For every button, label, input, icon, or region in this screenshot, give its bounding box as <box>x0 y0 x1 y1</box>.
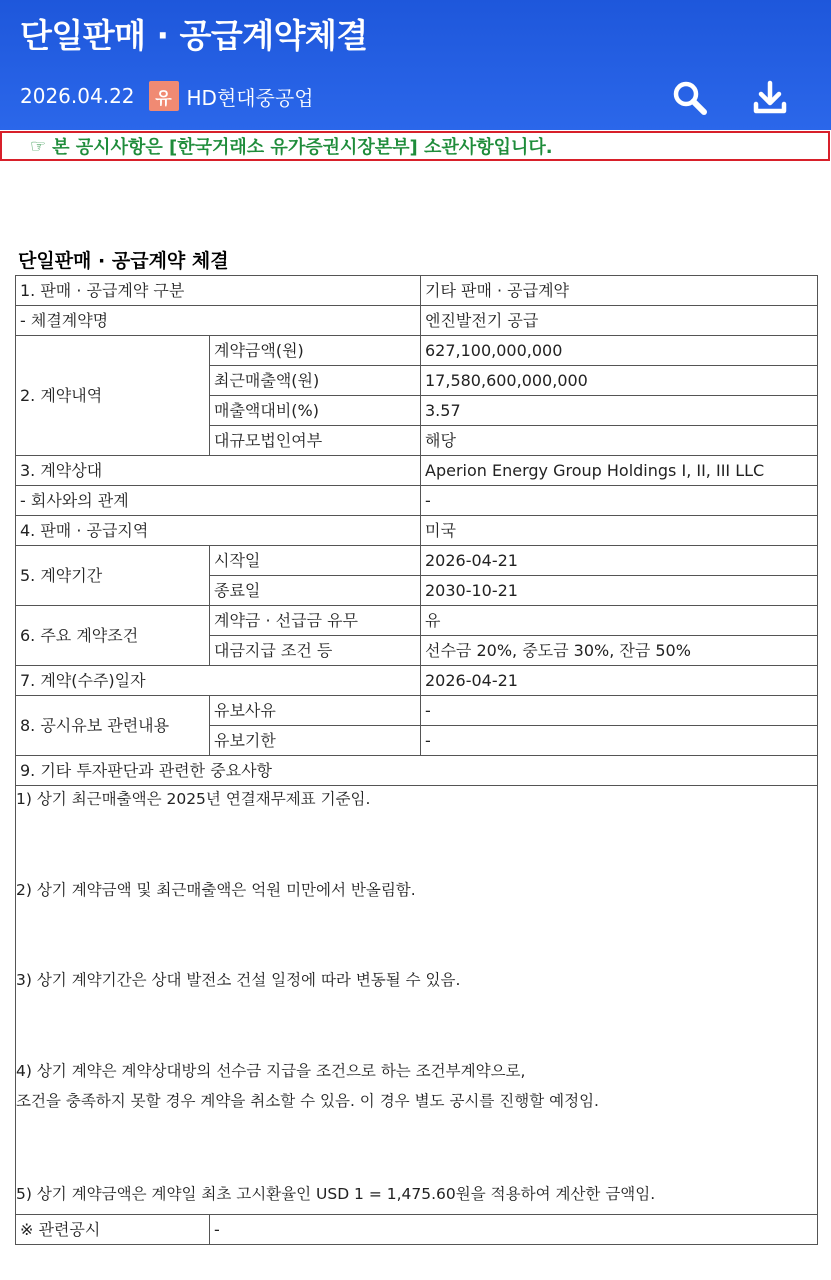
sub-label: 대규모법인여부 <box>210 426 421 456</box>
row-value: 2026-04-21 <box>421 546 818 576</box>
table-row <box>16 456 818 486</box>
page-title: 단일판매 · 공급계약체결 <box>20 16 368 55</box>
row-value: 3.57 <box>421 396 818 426</box>
table-row <box>16 276 818 306</box>
search-icon <box>670 78 710 118</box>
pointing-hand-icon: ☞ <box>30 135 47 157</box>
row-label: 8. 공시유보 관련내용 <box>16 696 210 756</box>
disclosure-date: 2026.04.22 <box>20 84 135 108</box>
row-label: 6. 주요 계약조건 <box>16 606 210 666</box>
search-button[interactable] <box>670 78 710 118</box>
note-4: 4) 상기 계약은 계약상대방의 선수금 지급을 조건으로 하는 조건부계약으로, <box>16 1062 526 1080</box>
row-label: 9. 기타 투자판단과 관련한 중요사항 <box>16 756 818 786</box>
row-label: - 체결계약명 <box>16 306 421 336</box>
note-5: 5) 상기 계약금액은 계약일 최초 고시환율인 USD 1 = 1,475.60원을 적용하여 계산한 금액임. <box>16 1185 656 1203</box>
row-label: 3. 계약상대 <box>16 456 421 486</box>
download-icon <box>750 78 790 118</box>
row-value: 2030-10-21 <box>421 576 818 606</box>
row-value: 선수금 20%, 중도금 30%, 잔금 50% <box>421 636 818 666</box>
row-value: 2026-04-21 <box>421 666 818 696</box>
table-row <box>16 606 818 636</box>
sub-label: 대금지급 조건 등 <box>210 636 421 666</box>
row-value: 유 <box>421 606 818 636</box>
row-label: ※ 관련공시 <box>16 1215 210 1245</box>
row-label: - 회사와의 관계 <box>16 486 421 516</box>
notes-cell <box>16 786 818 1215</box>
note-3: 3) 상기 계약기간은 상대 발전소 건설 일정에 따라 변동될 수 있음. <box>16 971 461 989</box>
app-header <box>0 0 831 130</box>
row-value: 17,580,600,000,000 <box>421 366 818 396</box>
table-row <box>16 786 818 1215</box>
table-row <box>16 666 818 696</box>
table-row <box>16 336 818 366</box>
sub-label: 시작일 <box>210 546 421 576</box>
market-badge: 유 <box>149 81 179 111</box>
sub-label: 매출액대비(%) <box>210 396 421 426</box>
row-value: 미국 <box>421 516 818 546</box>
sub-label: 종료일 <box>210 576 421 606</box>
company-name[interactable]: HD현대중공업 <box>186 85 314 110</box>
table-row <box>16 696 818 726</box>
row-value: Aperion Energy Group Holdings I, II, III LLC <box>421 456 818 486</box>
row-label: 4. 판매 · 공급지역 <box>16 516 421 546</box>
table-row <box>16 1215 818 1245</box>
row-value: - <box>421 696 818 726</box>
disclosure-table <box>15 275 818 1245</box>
row-label: 5. 계약기간 <box>16 546 210 606</box>
download-button[interactable] <box>750 78 790 118</box>
table-row <box>16 306 818 336</box>
table-row <box>16 516 818 546</box>
row-label: 7. 계약(수주)일자 <box>16 666 421 696</box>
jurisdiction-notice <box>0 131 830 161</box>
sub-label: 유보기한 <box>210 726 421 756</box>
row-value: 해당 <box>421 426 818 456</box>
row-label: 2. 계약내역 <box>16 336 210 456</box>
row-value: - <box>421 726 818 756</box>
row-value: - <box>421 486 818 516</box>
disclosure-meta <box>20 80 314 112</box>
note-4-continued: 조건을 충족하지 못할 경우 계약을 취소할 수 있음. 이 경우 별도 공시를 진행할 예정임. <box>16 1092 599 1110</box>
note-2: 2) 상기 계약금액 및 최근매출액은 억원 미만에서 반올림함. <box>16 881 416 899</box>
sub-label: 계약금액(원) <box>210 336 421 366</box>
row-value: 기타 판매 · 공급계약 <box>421 276 818 306</box>
table-row <box>16 756 818 786</box>
row-label: 1. 판매 · 공급계약 구분 <box>16 276 421 306</box>
table-row <box>16 486 818 516</box>
table-row <box>16 546 818 576</box>
document-title: 단일판매 · 공급계약 체결 <box>18 250 229 272</box>
sub-label: 유보사유 <box>210 696 421 726</box>
row-value: 627,100,000,000 <box>421 336 818 366</box>
sub-label: 최근매출액(원) <box>210 366 421 396</box>
row-value: - <box>210 1215 818 1245</box>
row-value: 엔진발전기 공급 <box>421 306 818 336</box>
notice-text: 본 공시사항은 [한국거래소 유가증권시장본부] 소관사항입니다. <box>52 137 553 158</box>
note-1: 1) 상기 최근매출액은 2025년 연결재무제표 기준임. <box>16 790 371 808</box>
sub-label: 계약금 · 선급금 유무 <box>210 606 421 636</box>
